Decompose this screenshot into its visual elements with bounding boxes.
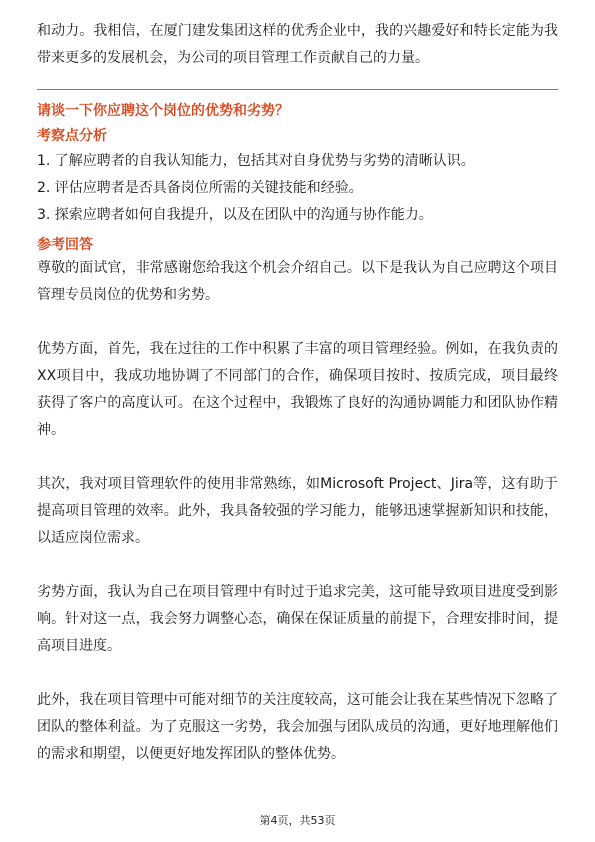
- document-page: [37, 18, 558, 768]
- answer-heading: 参考回答: [37, 237, 93, 253]
- answer-body: [37, 255, 558, 768]
- page-number: 第4页，共53页: [259, 814, 336, 827]
- list-item: 3. 探索应聘者如何自我提升，以及在团队中的沟通与协作能力。: [37, 207, 433, 223]
- answer-paragraph: 优势方面，首先，我在过往的工作中积累了丰富的项目管理经验。例如，在我负责的XX项目中，我成功地协调了不同部门的合作，确保项目按时、按质完成，项目最终获得了客户的高度认可。在这个过程中，我锻炼了良好的沟通协调能力和团队协作精神。: [37, 341, 558, 438]
- analysis-heading: 考察点分析: [37, 128, 107, 144]
- question-title: 请谈一下你应聘这个岗位的优势和劣势？: [37, 103, 289, 119]
- list-item: 1. 了解应聘者的自我认知能力，包括其对自身优势与劣势的清晰认识。: [37, 153, 475, 169]
- analysis-list: [37, 148, 558, 229]
- list-item: 2. 评估应聘者是否具备岗位所需的关键技能和经验。: [37, 180, 363, 196]
- answer-paragraph: 尊敬的面试官，非常感谢您给我这个机会介绍自己。以下是我认为自己应聘这个项目管理专员岗位的优势和劣势。: [37, 260, 558, 303]
- answer-paragraph: 此外，我在项目管理中可能对细节的关注度较高，这可能会让我在某些情况下忽略了团队的整体利益。为了克服这一劣势，我会加强与团队成员的沟通，更好地理解他们的需求和期望，以便更好地发挥团队的整体优势。: [37, 692, 558, 762]
- intro-paragraph: 和动力。我相信，在厦门建发集团这样的优秀企业中，我的兴趣爱好和特长定能为我带来更多的发展机会，为公司的项目管理工作贡献自己的力量。: [37, 23, 558, 66]
- answer-paragraph: 劣势方面，我认为自己在项目管理中有时过于追求完美，这可能导致项目进度受到影响。针对这一点，我会努力调整心态，确保在保证质量的前提下，合理安排时间，提高项目进度。: [37, 584, 558, 654]
- answer-paragraph: 其次，我对项目管理软件的使用非常熟练，如Microsoft Project、Jira等，这有助于提高项目管理的效率。此外，我具备较强的学习能力，能够迅速掌握新知识和技能，以适应岗位需求。: [37, 476, 558, 546]
- section-divider: [37, 89, 558, 90]
